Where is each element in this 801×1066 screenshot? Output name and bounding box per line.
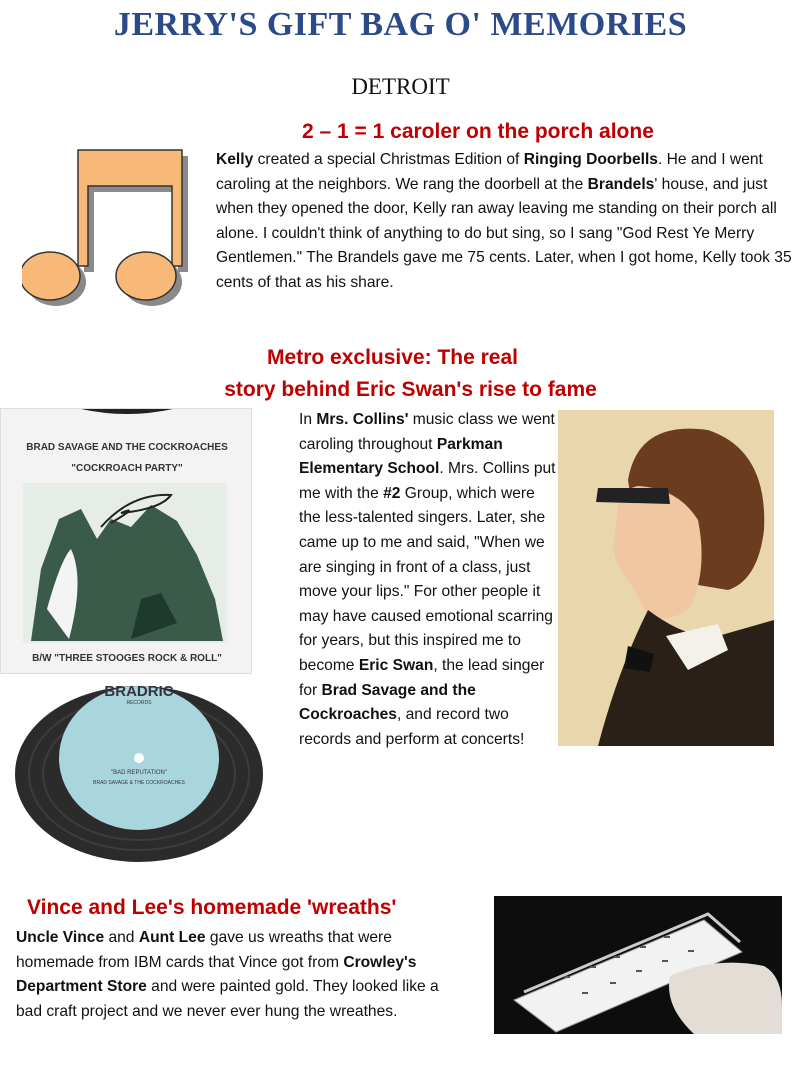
porch-paragraph: Kelly created a special Christmas Edition of Ringing Doorbells. He and I went caroling at the neighbors. We rang the doorbell at the Brandels' house, and just when they opened the door, Kelly ran away leaving me standing on their porch all alone. I couldn't think of anything to do but sing, so I sang "God Rest Ye Merry Gentlemen." The Brandels gave me 75 cents. Later, when I got home, Kelly took 35 cents of that as his share. xyxy=(216,151,792,291)
bold-term: Crowley's Department Store xyxy=(16,953,417,996)
record-song: "BAD REPUTATION" xyxy=(110,770,168,776)
bold-term: Parkman Elementary School xyxy=(299,435,503,478)
metro-heading-line1: Metro exclusive: The real xyxy=(267,346,518,369)
metro-heading-line2: story behind Eric Swan's rise to fame xyxy=(224,378,597,401)
sleeve-song: "COCKROACH PARTY" xyxy=(71,463,183,474)
page-title: JERRY'S GIFT BAG O' MEMORIES xyxy=(113,6,688,43)
bold-term: Brandels xyxy=(587,175,655,193)
photo-wrap-spacer xyxy=(557,408,799,752)
bold-term: Kelly xyxy=(216,151,254,168)
sleeve-bside: B/W "THREE STOOGES ROCK & ROLL" xyxy=(32,653,222,664)
wreaths-paragraph: Uncle Vince and Aunt Lee gave us wreaths that were homemade from IBM cards that Vince got from Crowley's Department Store and were painted gold. They looked like a bad craft project and we never ever hung the wreathes. xyxy=(16,929,439,1020)
bold-term: Uncle Vince xyxy=(16,929,105,946)
metro-paragraph: In Mrs. Collins' music class we went caroling throughout Parkman Elementary School. Mrs. Collins put me with the #2 Group, which were the less-talented singers. Later, she came up to me and said, "When we are singing in front of a class, just move your lips." For other people it may have caused emotional scarring for years, but this inspired me to become Eric Swan, the lead singer for Brad Savage and the Cockroaches, and record two records and perform at concerts! xyxy=(299,408,799,752)
bold-term: #2 xyxy=(383,484,401,502)
porch-heading: 2 – 1 = 1 caroler on the porch alone xyxy=(302,120,654,143)
record-sleeve-image xyxy=(0,408,252,674)
record-brand: BRADRIC xyxy=(104,683,174,700)
record-artist: BRAD SAVAGE & THE COCKROACHES xyxy=(93,780,185,786)
music-note-icon xyxy=(22,146,190,318)
page-subtitle: DETROIT xyxy=(351,74,450,99)
bold-term: Ringing Doorbells xyxy=(523,151,658,168)
ibm-cards-photo xyxy=(494,896,782,1034)
bold-term: Mrs. Collins' xyxy=(316,411,409,428)
sleeve-band: BRAD SAVAGE AND THE COCKROACHES xyxy=(26,442,228,453)
bold-term: Eric Swan xyxy=(358,656,434,674)
bold-term: Aunt Lee xyxy=(138,929,206,946)
record-brand-sub: RECORDS xyxy=(126,700,152,706)
wreaths-heading: Vince and Lee's homemade 'wreaths' xyxy=(27,896,397,919)
bold-term: Brad Savage and the Cockroaches xyxy=(299,681,476,724)
